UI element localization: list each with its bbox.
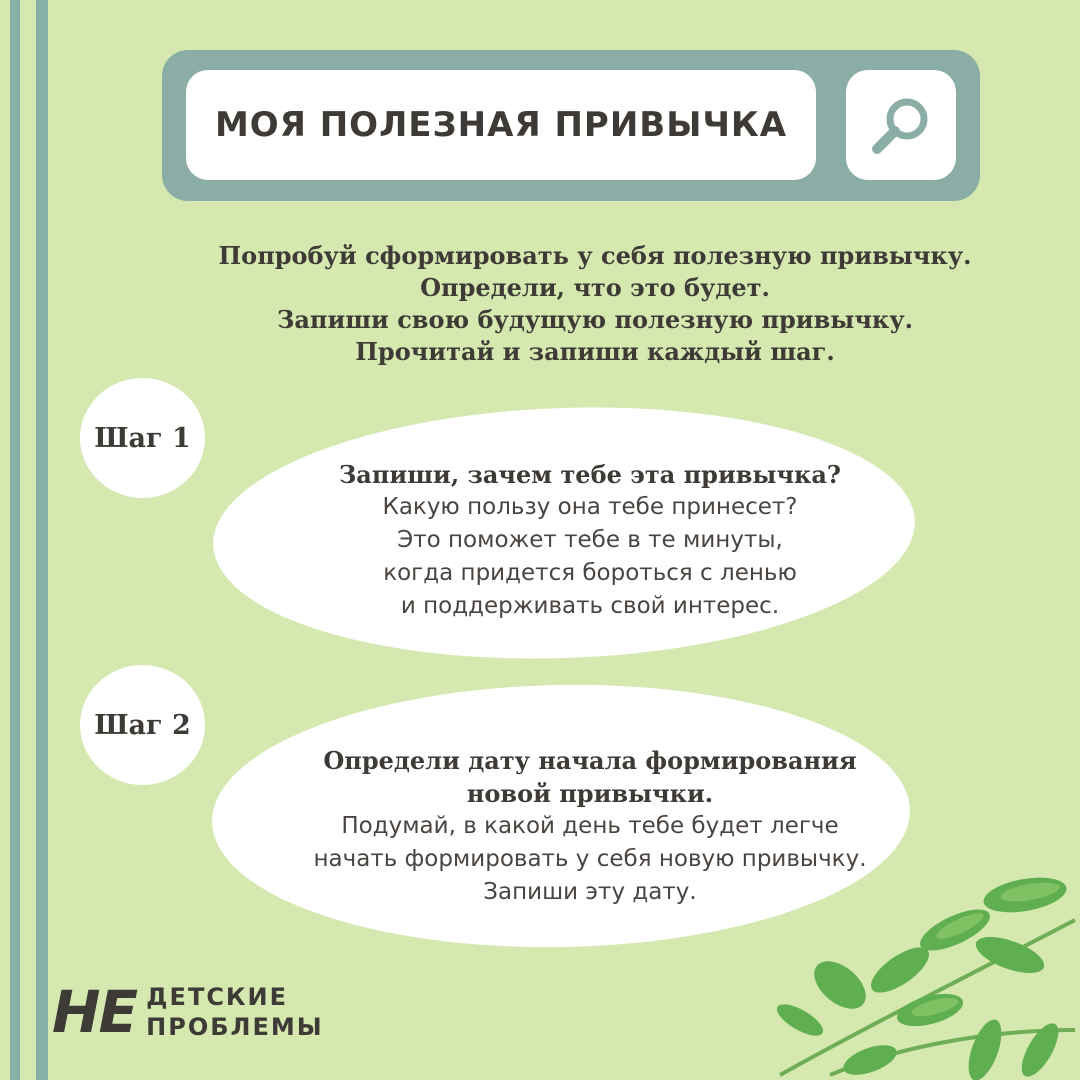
step-2-heading: Определи дату начала формирования [323,746,857,775]
leaf-branch-icon [740,860,1080,1080]
search-button[interactable] [846,70,956,180]
search-bar [162,50,980,201]
logo-line-2: ПРОБЛЕМЫ [146,1013,324,1041]
intro-line: Запиши свою будущую полезную привычку. [277,305,913,334]
intro-line: Определи, что это будет. [420,273,770,302]
intro-line: Прочитай и запиши каждый шаг. [355,337,835,366]
step-1-line: и поддерживать свой интерес. [400,593,780,619]
intro-text [200,240,990,368]
step-1-heading: Запиши, зачем тебе эта привычка? [339,460,841,489]
step-2-line: начать формировать у себя новую привычку. [313,846,867,872]
step-1-label: Шаг 1 [94,422,191,454]
intro-line: Попробуй сформировать у себя полезную привычку. [218,241,972,270]
step-1-line: Какую пользу она тебе принесет? [382,494,798,520]
step-1-line: Это поможет тебе в те минуты, [397,527,783,553]
search-icon [865,89,937,161]
brand-logo [52,972,324,1052]
step-2-heading: новой привычки. [466,779,714,808]
step-2-badge [80,665,205,785]
step-1-line: когда придется бороться с ленью [383,560,797,586]
logo-line-1: ДЕТСКИЕ [146,983,289,1011]
search-title: МОЯ ПОЛЕЗНАЯ ПРИВЫЧКА [214,105,788,145]
logo-words [146,982,323,1042]
step-1-badge [80,378,205,498]
step-2-line: Подумай, в какой день тебе будет легче [341,813,839,839]
step-2-line: Запиши эту дату. [483,879,697,905]
search-field[interactable] [186,70,816,180]
step-1-text [300,458,880,623]
left-stripe [10,0,20,1080]
left-stripe [36,0,48,1080]
step-2-label: Шаг 2 [94,709,191,741]
logo-prefix: НЕ [52,978,137,1046]
